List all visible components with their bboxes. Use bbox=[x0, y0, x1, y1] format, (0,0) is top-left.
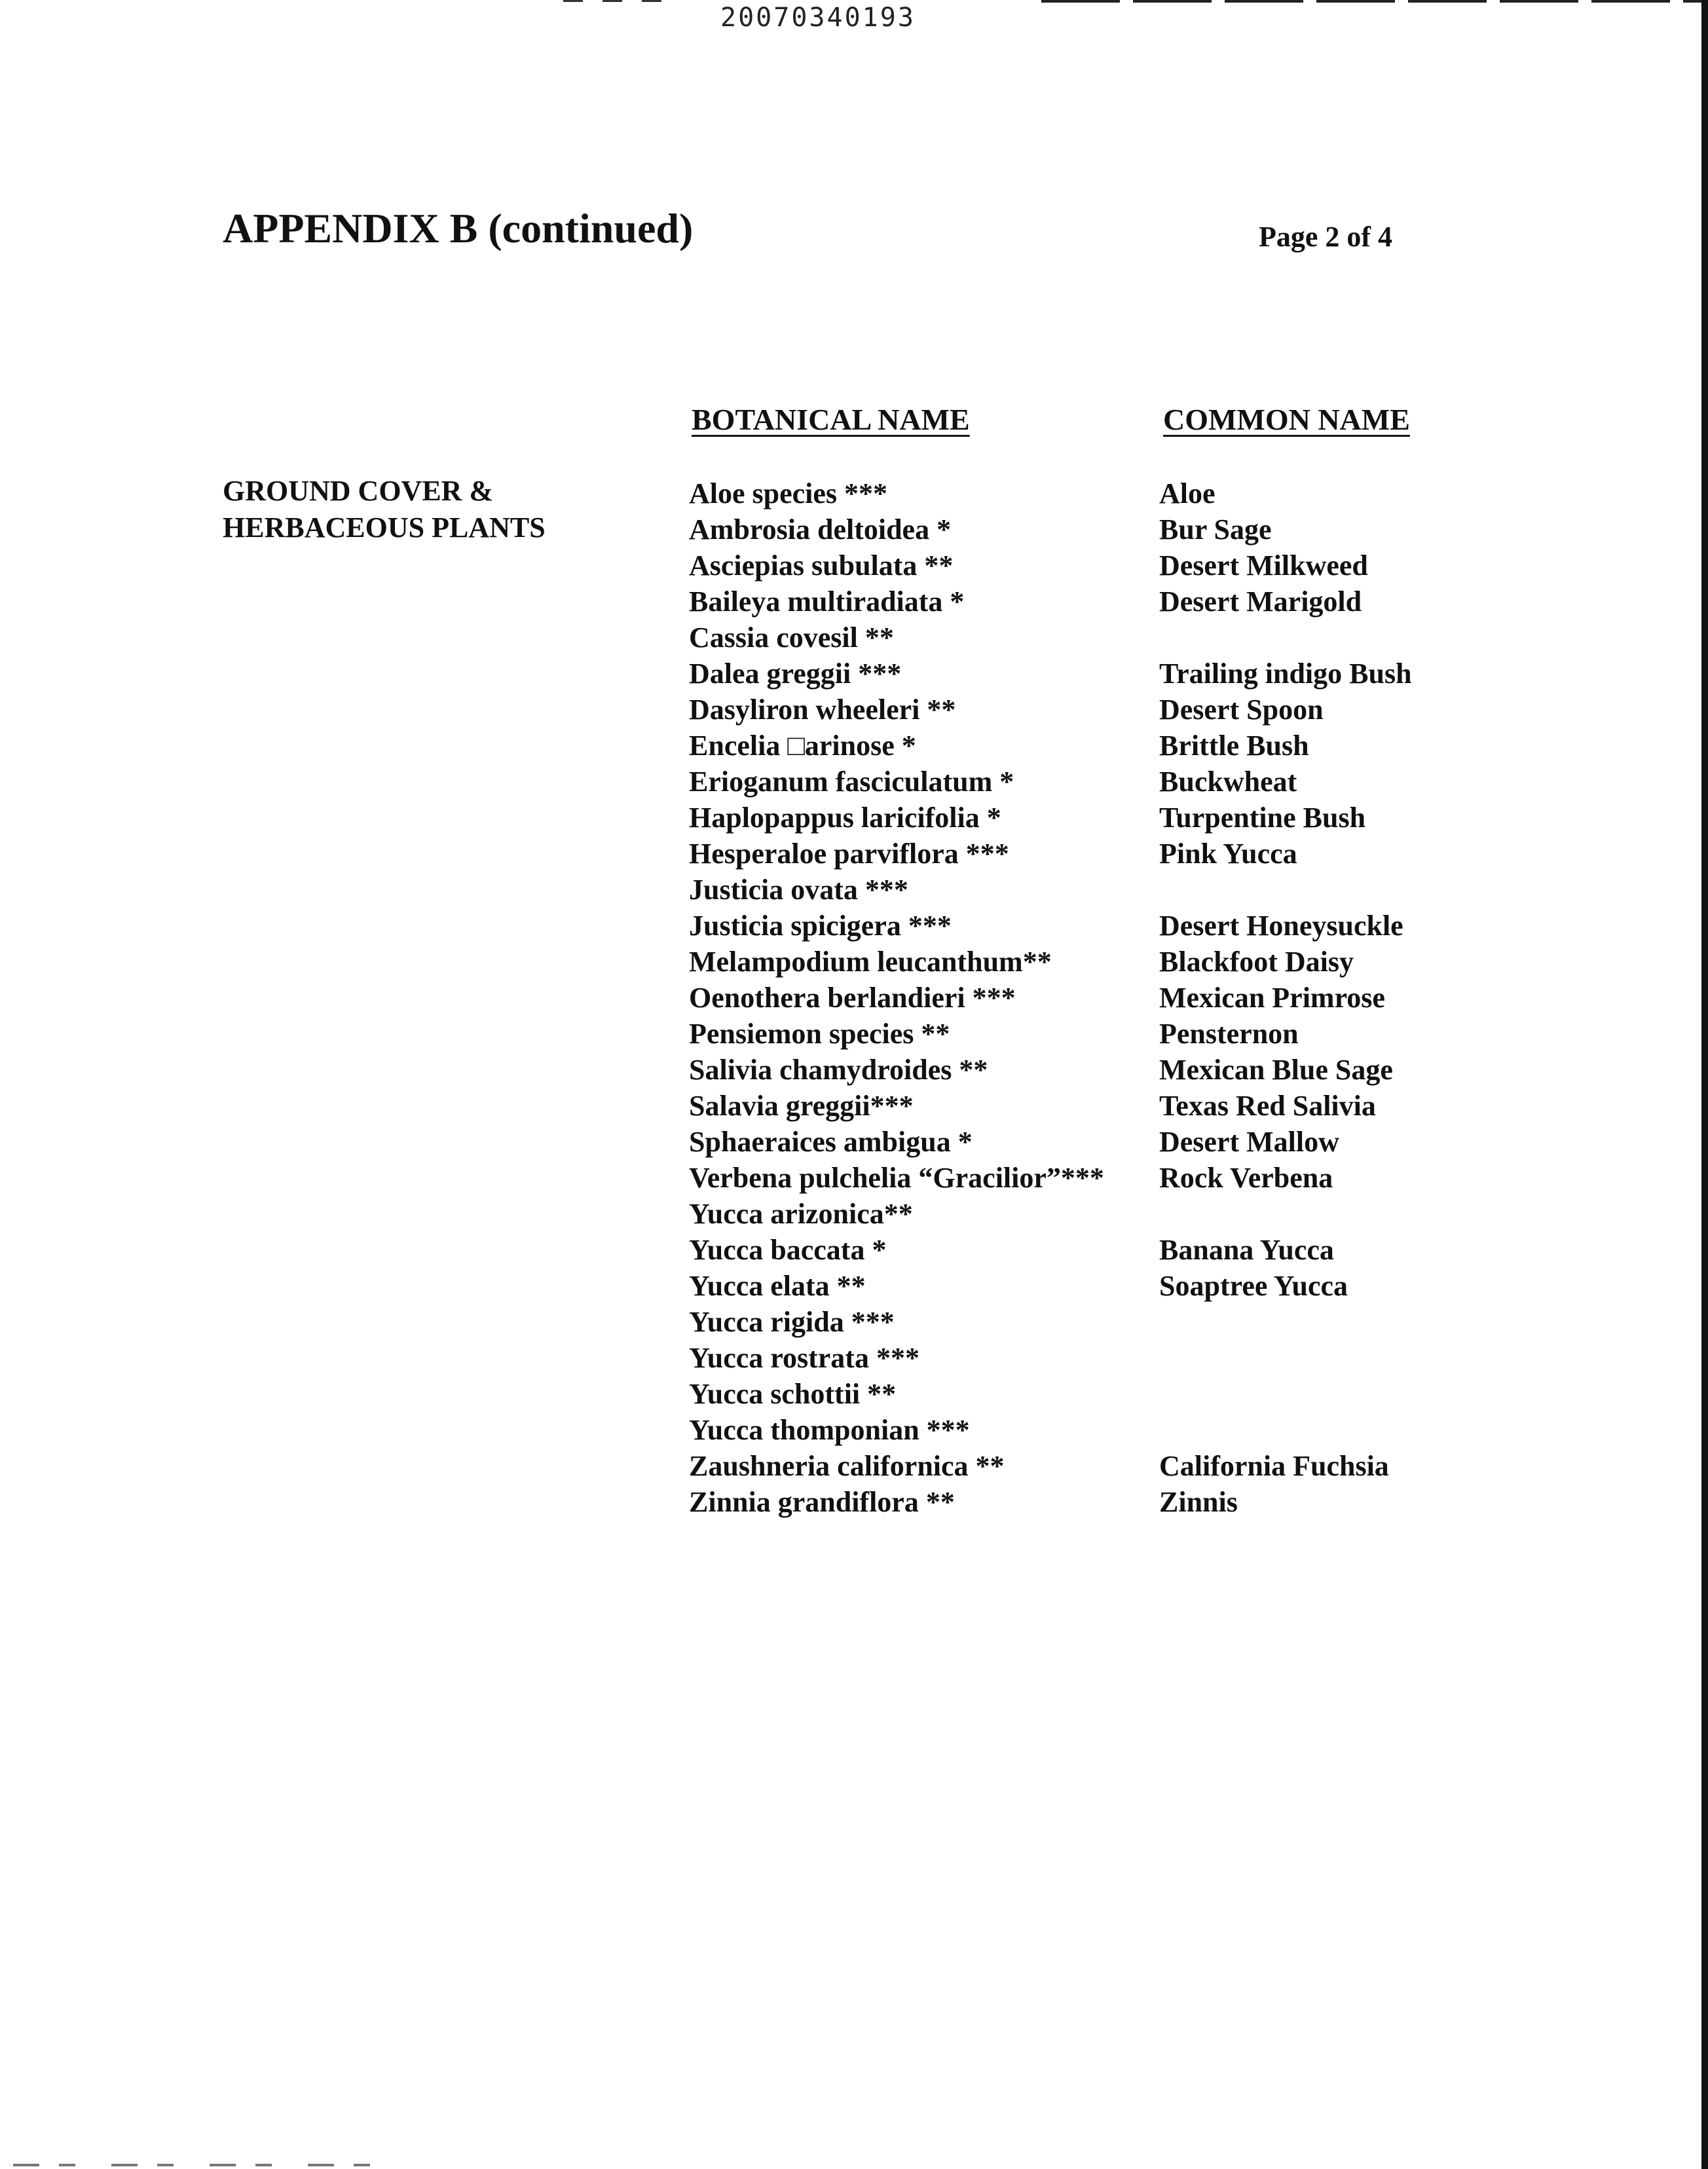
table-row bbox=[689, 1088, 1500, 1124]
scan-edge-bottom bbox=[13, 2164, 380, 2166]
table-row bbox=[689, 656, 1500, 692]
botanical-name-cell: Justicia ovata *** bbox=[689, 874, 908, 906]
botanical-name-cell: Yucca thomponian *** bbox=[689, 1414, 970, 1446]
common-name-cell: Aloe bbox=[1159, 477, 1216, 510]
table-row bbox=[689, 908, 1500, 944]
common-name-header: COMMON NAME bbox=[1163, 403, 1410, 436]
page-indicator: Page 2 of 4 bbox=[1259, 221, 1393, 253]
table-row bbox=[689, 547, 1500, 584]
plant-table bbox=[689, 475, 1500, 1520]
botanical-name-cell: Zinnia grandiflora ** bbox=[689, 1486, 955, 1518]
common-name-cell: Banana Yucca bbox=[1159, 1234, 1334, 1266]
table-row bbox=[689, 800, 1500, 836]
common-name-cell: Blackfoot Daisy bbox=[1159, 946, 1354, 978]
common-name-cell: Bur Sage bbox=[1159, 513, 1272, 546]
botanical-name-cell: Salivia chamydroides ** bbox=[689, 1054, 988, 1086]
table-row bbox=[689, 764, 1500, 800]
common-name-cell: Pink Yucca bbox=[1159, 838, 1297, 870]
scan-edge-top-right bbox=[1041, 0, 1708, 3]
botanical-name-cell: Dalea greggii *** bbox=[689, 658, 902, 690]
botanical-name-cell: Verbena pulchelia “Gracilior”*** bbox=[689, 1162, 1104, 1194]
category-label-line-1: GROUND COVER & bbox=[223, 475, 494, 507]
common-name-cell: Brittle Bush bbox=[1159, 730, 1309, 762]
table-row bbox=[689, 692, 1500, 728]
table-row bbox=[689, 1484, 1500, 1520]
botanical-name-cell: Melampodium leucanthum** bbox=[689, 946, 1052, 978]
botanical-name-cell: Yucca elata ** bbox=[689, 1270, 866, 1302]
table-row bbox=[689, 872, 1500, 908]
botanical-name-cell: Oenothera berlandieri *** bbox=[689, 982, 1016, 1014]
botanical-name-cell: Cassia covesil ** bbox=[689, 621, 894, 654]
botanical-name-cell: Justicia spicigera *** bbox=[689, 910, 952, 942]
table-row bbox=[689, 1268, 1500, 1304]
botanical-name-cell: Yucca rostrata *** bbox=[689, 1342, 919, 1374]
table-row bbox=[689, 1448, 1500, 1484]
common-name-cell: Buckwheat bbox=[1159, 766, 1297, 798]
category-label-line-2: HERBACEOUS PLANTS bbox=[223, 511, 546, 544]
table-row bbox=[689, 1412, 1500, 1448]
common-name-cell: Desert Spoon bbox=[1159, 694, 1324, 726]
category-label bbox=[223, 473, 546, 546]
common-name-cell: Desert Milkweed bbox=[1159, 549, 1368, 582]
common-name-cell: Rock Verbena bbox=[1159, 1162, 1333, 1194]
common-name-cell: California Fuchsia bbox=[1159, 1450, 1389, 1482]
botanical-name-cell: Dasyliron wheeleri ** bbox=[689, 694, 956, 726]
table-row bbox=[689, 475, 1500, 511]
common-name-cell: Texas Red Salivia bbox=[1159, 1090, 1376, 1122]
table-row bbox=[689, 1016, 1500, 1052]
common-name-cell: Mexican Blue Sage bbox=[1159, 1054, 1393, 1086]
scan-edge-top-left bbox=[563, 0, 661, 2]
botanical-name-cell: Encelia □arinose * bbox=[689, 730, 916, 762]
botanical-name-cell: Pensiemon species ** bbox=[689, 1018, 950, 1050]
table-row bbox=[689, 1376, 1500, 1412]
botanical-name-cell: Yucca schottii ** bbox=[689, 1378, 897, 1410]
botanical-name-cell: Ambrosia deltoidea * bbox=[689, 513, 952, 546]
page-title: APPENDIX B (continued) bbox=[223, 205, 694, 251]
table-row bbox=[689, 1304, 1500, 1340]
botanical-name-cell: Sphaeraices ambigua * bbox=[689, 1126, 973, 1158]
common-name-cell: Desert Marigold bbox=[1159, 585, 1362, 618]
table-row bbox=[689, 1232, 1500, 1268]
table-row bbox=[689, 584, 1500, 620]
table-row bbox=[689, 1124, 1500, 1160]
botanical-name-cell: Aloe species *** bbox=[689, 477, 888, 510]
botanical-name-cell: Haplopappus laricifolia * bbox=[689, 802, 1001, 834]
scan-edge-right bbox=[1701, 0, 1708, 2169]
botanical-name-cell: Asciepias subulata ** bbox=[689, 549, 954, 582]
botanical-name-cell: Baileya multiradiata * bbox=[689, 585, 965, 618]
common-name-cell: Zinnis bbox=[1159, 1486, 1238, 1518]
botanical-name-cell: Salavia greggii*** bbox=[689, 1090, 914, 1122]
table-row bbox=[689, 1196, 1500, 1232]
botanical-name-cell: Yucca rigida *** bbox=[689, 1306, 895, 1338]
table-row bbox=[689, 1340, 1500, 1376]
common-name-cell: Desert Mallow bbox=[1159, 1126, 1339, 1158]
common-name-cell: Desert Honeysuckle bbox=[1159, 910, 1403, 942]
table-row bbox=[689, 944, 1500, 980]
botanical-name-cell: Zaushneria californica ** bbox=[689, 1450, 1005, 1482]
botanical-name-header: BOTANICAL NAME bbox=[692, 403, 970, 436]
common-name-cell: Mexican Primrose bbox=[1159, 982, 1385, 1014]
table-row bbox=[689, 620, 1500, 656]
common-name-cell: Trailing indigo Bush bbox=[1159, 658, 1412, 690]
table-row bbox=[689, 728, 1500, 764]
table-row bbox=[689, 511, 1500, 547]
botanical-name-cell: Yucca arizonica** bbox=[689, 1198, 913, 1230]
table-row bbox=[689, 836, 1500, 872]
table-row bbox=[689, 980, 1500, 1016]
common-name-cell: Soaptree Yucca bbox=[1159, 1270, 1348, 1302]
botanical-name-cell: Yucca baccata * bbox=[689, 1234, 887, 1266]
common-name-cell: Pensternon bbox=[1159, 1018, 1299, 1050]
document-id: 20070340193 bbox=[720, 3, 916, 33]
common-name-cell: Turpentine Bush bbox=[1159, 802, 1366, 834]
table-row bbox=[689, 1052, 1500, 1088]
table-row bbox=[689, 1160, 1500, 1196]
botanical-name-cell: Hesperaloe parviflora *** bbox=[689, 838, 1009, 870]
botanical-name-cell: Erioganum fasciculatum * bbox=[689, 766, 1014, 798]
